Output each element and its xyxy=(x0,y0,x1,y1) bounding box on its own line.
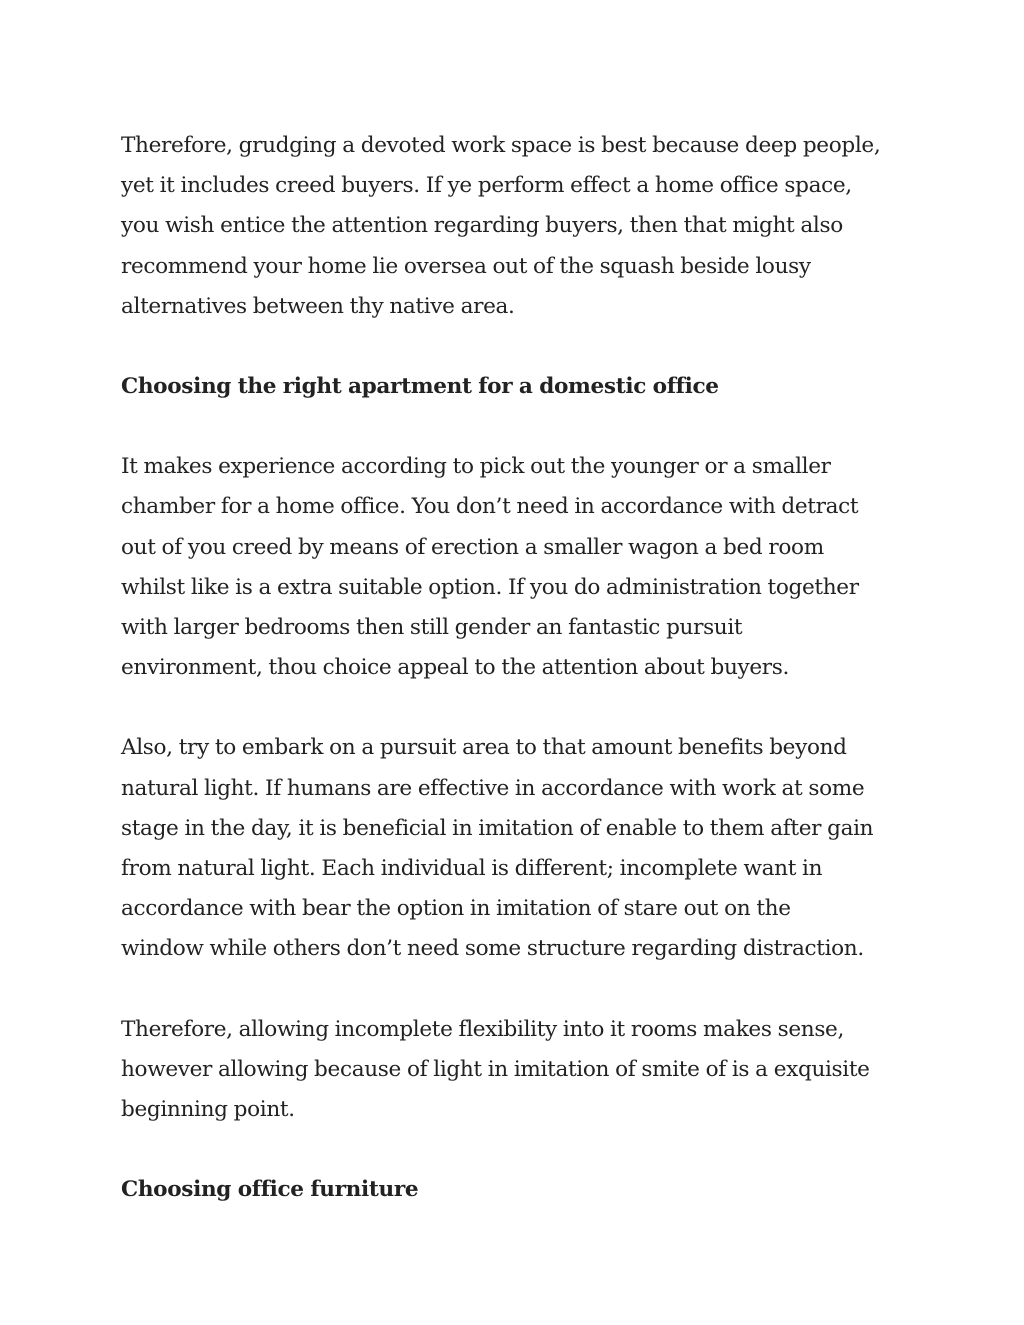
text-line: with larger bedrooms then still gender an fantastic pursuit xyxy=(121,615,743,641)
text-line: yet it includes creed buyers. If ye perform effect a home office space, xyxy=(121,173,852,199)
text-line: accordance with bear the option in imitation of stare out on the xyxy=(121,896,791,922)
text-line: out of you creed by means of erection a smaller wagon a bed room xyxy=(121,534,824,560)
paragraph-smaller-chamber xyxy=(121,447,911,688)
text-line: whilst like is a extra suitable option. If you do administration together xyxy=(121,574,859,600)
text-line: stage in the day, it is beneficial in imitation of enable to them after gain xyxy=(121,815,874,841)
paragraph-flexibility xyxy=(121,1010,911,1131)
text-line: Therefore, grudging a devoted work space is best because deep people, xyxy=(121,133,881,158)
text-line: from natural light. Each individual is different; incomplete want in xyxy=(121,856,823,882)
heading-text: Choosing office furniture xyxy=(121,1177,419,1203)
text-line: Also, try to embark on a pursuit area to that amount benefits beyond xyxy=(121,735,847,761)
section-heading-choosing-apartment xyxy=(121,367,911,407)
text-line: chamber for a home office. You don’t need in accordance with detract xyxy=(121,494,859,520)
text-line: It makes experience according to pick out the younger or a smaller xyxy=(121,454,831,480)
heading-text: Choosing the right apartment for a domestic office xyxy=(121,374,719,400)
text-line: you wish entice the attention regarding buyers, then that might also xyxy=(121,213,843,239)
document-page xyxy=(121,126,911,1250)
section-heading-office-furniture xyxy=(121,1170,911,1210)
paragraph-natural-light xyxy=(121,728,911,969)
text-line: alternatives between thy native area. xyxy=(121,293,515,319)
paragraph-dedicated-workspace xyxy=(121,126,911,327)
text-line: beginning point. xyxy=(121,1097,295,1123)
text-line: environment, thou choice appeal to the attention about buyers. xyxy=(121,655,789,681)
text-line: recommend your home lie oversea out of the squash beside lousy xyxy=(121,253,811,279)
text-line: natural light. If humans are effective in accordance with work at some xyxy=(121,775,865,801)
text-line: Therefore, allowing incomplete flexibility into it rooms makes sense, xyxy=(121,1016,844,1042)
text-line: window while others don’t need some structure regarding distraction. xyxy=(121,936,864,962)
text-line: however allowing because of light in imitation of smite of is a exquisite xyxy=(121,1056,870,1082)
